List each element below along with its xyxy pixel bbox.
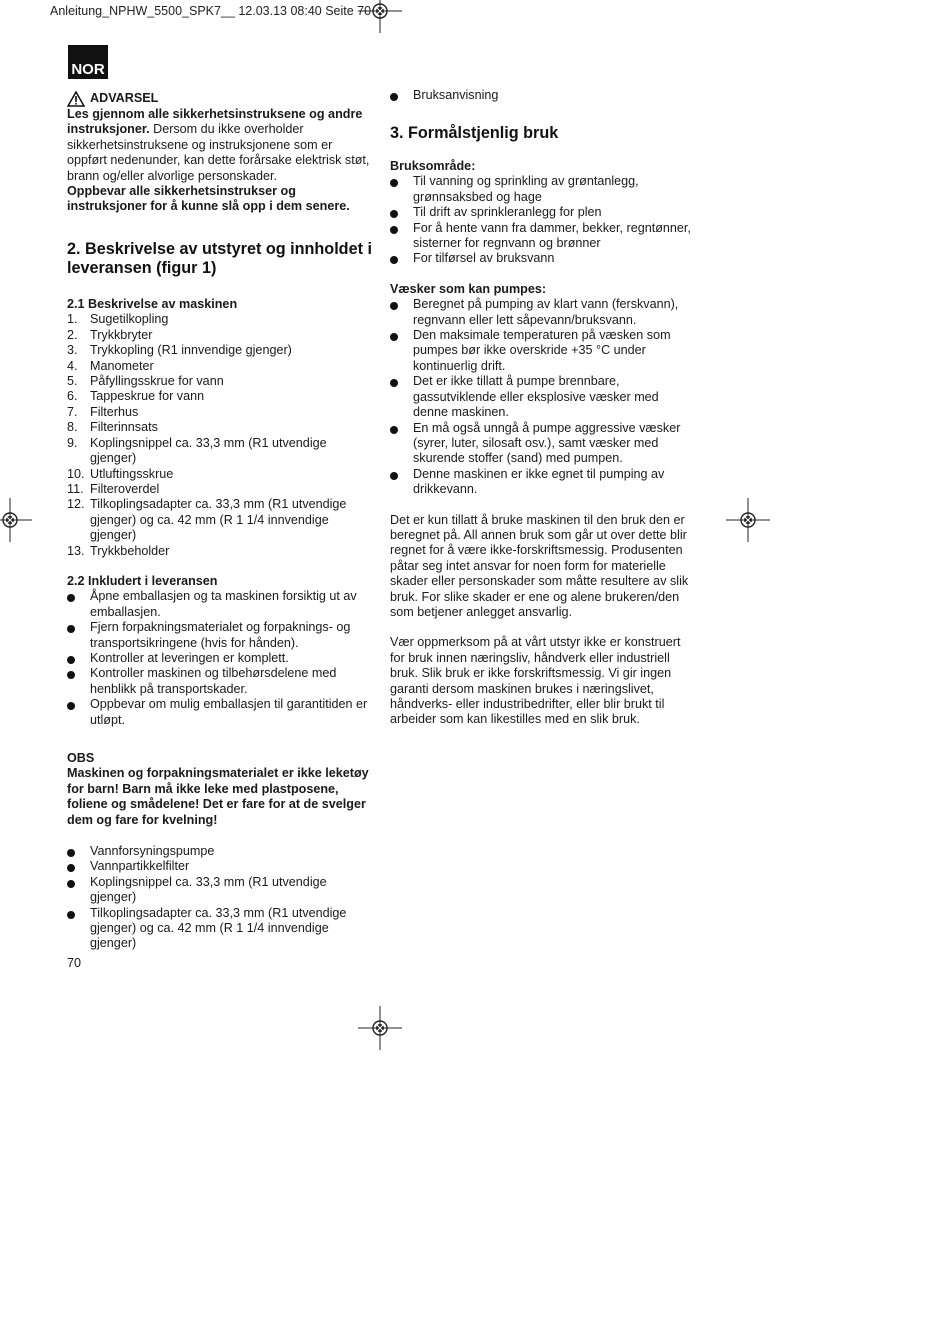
item-text: Sugetilkopling (90, 312, 169, 327)
contents-list (67, 844, 372, 952)
parts-list-item (67, 328, 372, 343)
item-text: Filterhus (90, 404, 139, 419)
item-number: 3. (67, 343, 78, 358)
list-item: Til drift av sprinkleranlegg for plen (390, 205, 695, 220)
parts-list (67, 312, 372, 559)
list-item: Denne maskinen er ikke egnet til pumping av drikkevann. (390, 467, 695, 498)
page-number: 70 (67, 956, 82, 970)
item-number: 2. (67, 327, 78, 342)
parts-list-item (67, 343, 372, 358)
section-2-1-title: 2.1 Beskrivelse av maskinen (67, 297, 238, 312)
item-text: Filterinnsats (90, 420, 158, 435)
warning-text (67, 107, 372, 184)
warning-bold-tail: Oppbevar alle sikkerhetsinstrukser og instruksjoner for å kunne slå opp i dem senere. (67, 184, 350, 214)
parts-list-item (67, 389, 372, 404)
parts-list-item (67, 405, 372, 420)
item-number: 5. (67, 374, 78, 389)
item-text: Trykkopling (R1 innvendige gjenger) (90, 343, 292, 358)
parts-list-item (67, 359, 372, 374)
section-3-title: 3. Formålstjenlig bruk (390, 124, 559, 143)
item-number: 13. (67, 543, 85, 558)
list-item: Kontroller maskinen og tilbehørsdelene med henblikk på transportskader. (67, 666, 372, 697)
item-text: Tappeskrue for vann (90, 389, 205, 404)
item-text: Påfyllingsskrue for vann (90, 374, 224, 389)
parts-list-item (67, 374, 372, 389)
item-number: 8. (67, 420, 78, 435)
commercial-use-paragraph: Vær oppmerksom på at vårt utstyr ikke er konstruert for bruk innen næringsliv, håndverk eller industriell bruk. Slik bruk er ikke forskriftsmessig. Vi gir ingen garanti dersom maskinen brukes i næringslivet, håndverks- eller industribedrifter, eller blir brukt til arbeider som kan likestilles med en slik bruk. (390, 635, 681, 727)
note-title: OBS (67, 751, 95, 765)
item-text: Utluftingsskrue (90, 466, 174, 481)
registration-mark-icon (358, 1006, 402, 1050)
list-item: Den maksimale temperaturen på væsken som pumpes bør ikke overskride +35 °C under kontinuerlig drift. (390, 328, 695, 374)
warning-heading (67, 91, 372, 107)
registration-mark-icon (726, 498, 770, 542)
item-text: Filteroverdel (90, 481, 160, 496)
section-2-title: 2. Beskrivelse av utstyret og innholdet i leveransen (figur 1) (67, 239, 372, 278)
parts-list-item (67, 420, 372, 435)
list-item: Bruksanvisning (390, 88, 695, 103)
parts-list-item (67, 482, 372, 497)
warning-title: ADVARSEL (90, 91, 159, 106)
list-item: En må også unngå å pumpe aggressive væsker (syrer, luter, silosaft osv.), samt væsker med skurende stoffer (sand) med pumpen. (390, 421, 695, 467)
item-text: Koplingsnippel ca. 33,3 mm (R1 utvendige gjenger) (90, 435, 327, 466)
note-text: Maskinen og forpakningsmaterialet er ikke leketøy for barn! Barn må ikke leke med plastposene, foliene og smådelene! Det er fare for at de svelger dem og fare for kvelning! (67, 766, 369, 827)
item-text: Trykkbryter (90, 327, 153, 342)
item-number: 12. (67, 497, 85, 512)
warning-triangle-icon (67, 91, 85, 107)
intended-use-paragraph: Det er kun tillatt å bruke maskinen til den bruk den er beregnet på. All annen bruk som går ut over dette blir regnet for å være ikke-forskriftsmessig. Produsenten påtar seg intet ansvar for noen form for materielle skader eller personskader som måtte resultere av slik bruk. For slike skader er ene og alene brukeren/den som betjener anlegget ansvarlig. (390, 512, 689, 619)
list-item: Fjern forpakningsmaterialet og forpaknings- og transportsikringene (hvis for hånden). (67, 620, 372, 651)
list-item: Beregnet på pumping av klart vann (ferskvann), regnvann eller lett såpevann/bruksvann. (390, 297, 695, 328)
item-text: Trykkbeholder (90, 543, 170, 558)
liquids-list (390, 297, 695, 497)
list-item: Til vanning og sprinkling av grøntanlegg, grønnsaksbed og hage (390, 174, 695, 205)
right-column (390, 88, 695, 728)
file-info-header: Anleitung_NPHW_5500_SPK7__ 12.03.13 08:40 Seite 70 (50, 4, 372, 18)
item-number: 9. (67, 435, 78, 450)
usage-title: Bruksområde: (390, 159, 476, 173)
list-item: Tilkoplingsadapter ca. 33,3 mm (R1 utvendige gjenger) og ca. 42 mm (R 1 1/4 innvendige gjenger) (67, 906, 372, 952)
list-item: For tilførsel av bruksvann (390, 251, 695, 266)
registration-mark-icon (358, 0, 402, 33)
list-item: Vannforsyningspumpe (67, 844, 372, 859)
section-2-2-title: 2.2 Inkludert i leveransen (67, 573, 218, 588)
list-item: Oppbevar om mulig emballasjen til garantitiden er utløpt. (67, 697, 372, 728)
contents-list-continued (390, 88, 695, 103)
language-badge: NOR (68, 45, 108, 79)
parts-list-item (67, 497, 372, 543)
warning-bold-lead: Les gjennom alle sikkerhetsinstruksene og andre instruksjoner. (67, 107, 363, 137)
list-item: Vannpartikkelfilter (67, 859, 372, 874)
list-item: Åpne emballasjen og ta maskinen forsiktig ut av emballasjen. (67, 589, 372, 620)
liquids-title: Væsker som kan pumpes: (390, 281, 547, 296)
list-item: Koplingsnippel ca. 33,3 mm (R1 utvendige gjenger) (67, 875, 372, 906)
registration-mark-icon (0, 498, 32, 542)
item-number: 7. (67, 404, 78, 419)
item-text: Tilkoplingsadapter ca. 33,3 mm (R1 utvendige gjenger) og ca. 42 mm (R 1 1/4 innvendige gjenger) (90, 497, 347, 543)
left-column (67, 88, 372, 952)
parts-list-item (67, 312, 372, 327)
usage-list (390, 174, 695, 266)
list-item: For å hente vann fra dammer, bekker, regntønner, sisterner for regnvann og brønner (390, 221, 695, 252)
parts-list-item (67, 467, 372, 482)
item-number: 4. (67, 358, 78, 373)
warning-body: Dersom du ikke overholder sikkerhetsinstruksene og instruksjonene som er oppført nedenunder, kan dette forårsake elektrisk støt, brann og/eller alvorlige personskader. (67, 122, 370, 183)
item-number: 6. (67, 389, 78, 404)
item-number: 1. (67, 312, 78, 327)
list-item: Det er ikke tillatt å pumpe brennbare, gassutviklende eller eksplosive væsker med denne maskinen. (390, 374, 695, 420)
item-number: 10. (67, 466, 85, 481)
parts-list-item (67, 544, 372, 559)
item-text: Manometer (90, 358, 154, 373)
item-number: 11. (67, 481, 84, 496)
delivery-steps-list (67, 589, 372, 728)
parts-list-item (67, 436, 372, 467)
list-item: Kontroller at leveringen er komplett. (67, 651, 372, 666)
